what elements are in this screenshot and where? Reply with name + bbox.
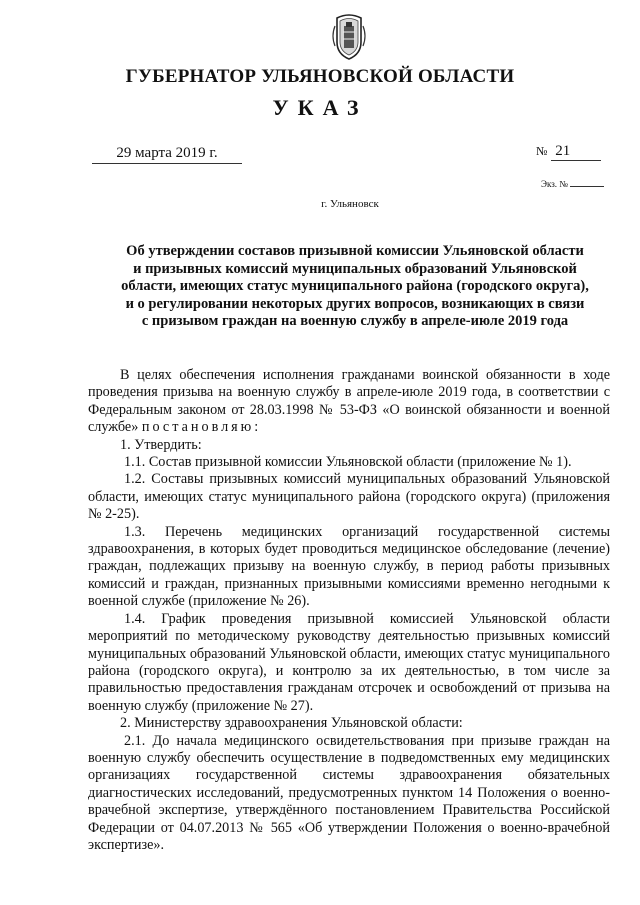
city-line: г. Ульяновск [321, 198, 379, 210]
coat-of-arms-emblem-icon [329, 12, 369, 62]
copy-number [541, 179, 604, 189]
decree-body [88, 367, 610, 854]
clause-1-4: 1.4. График проведения призывной комиссией Ульяновской области мероприятий по методическому руководству деятельностью призывных комиссий муниципальных образований Ульяновской области, имеющих статус муниципального района (городского округа), и контролю за их деятельностью, в том числе за правильностью предоставления гражданам отсрочек и освобождений от призыва на военную службу (приложение № 27). [88, 610, 610, 714]
title-line: с призывом граждан на военную службу в апреле-июле 2019 года [141, 313, 569, 329]
clause-2: 2. Министерству здравоохранения Ульяновской области: [120, 715, 463, 732]
decree-number [536, 143, 601, 161]
number-value: 21 [551, 143, 601, 161]
title-line: и призывных комиссий муниципальных образований Ульяновской [133, 260, 577, 277]
intro-verb: постановляю: [141, 419, 262, 436]
title-line: области, имеющих статус муниципального района (городского округа), [121, 278, 589, 294]
clause-1-1: 1.1. Состав призывной комиссии Ульяновской области (приложение № 1). [124, 454, 572, 471]
number-sign: № [536, 144, 548, 158]
intro-paragraph [88, 367, 610, 437]
copy-blank [570, 186, 604, 187]
clause-1: 1. Утвердить: [120, 436, 202, 453]
clause-1-2: 1.2. Составы призывных комиссий муниципальных образований Ульяновской области, имеющих статус муниципального района (городского округа) (приложения № 2-25). [88, 471, 610, 523]
clause-2-1: 2.1. До начала медицинского освидетельствования при призыве граждан на военную службу обеспечить осуществление в подведомственных ему медицинских организациях государственной системы здравоохранения обязательных диагностических исследований, предусмотренных пунктом 14 Положения о военно-врачебной экспертизе, утверждённого постановлением Правительства Российской Федерации от 04.07.2013 № 565 «Об утверждении Положения о военно-врачебной экспертизе». [88, 732, 610, 853]
intro-text: В целях обеспечения исполнения гражданами воинской обязанности в ходе проведения призыва на военную службу в апреле-июле 2019 года, в соответствии с Федеральным законом от 28.03.1998 № 53-ФЗ «О воинской обязанности и военной службе» [88, 367, 610, 436]
document-type-title: УКАЗ [272, 95, 368, 120]
decree-title [90, 243, 620, 331]
decree-date: 29 марта 2019 г. [92, 145, 242, 164]
clause-1-3: 1.3. Перечень медицинских организаций государственной системы здравоохранения, в которых будет проводиться медицинское обследование (лечение) граждан, подлежащих призыву на военную службу, в период работы призывных комиссий и граждан, признанных призывными комиссиями временно негодными к военной службе (приложение № 26). [88, 523, 610, 610]
issuing-authority: ГУБЕРНАТОР УЛЬЯНОВСКОЙ ОБЛАСТИ [125, 66, 515, 87]
copy-label: Экз. № [541, 179, 568, 189]
title-line: Об утверждении составов призывной комиссии Ульяновской области [126, 243, 584, 259]
title-line: и о регулировании некоторых других вопросов, возникающих в связи [125, 295, 585, 312]
